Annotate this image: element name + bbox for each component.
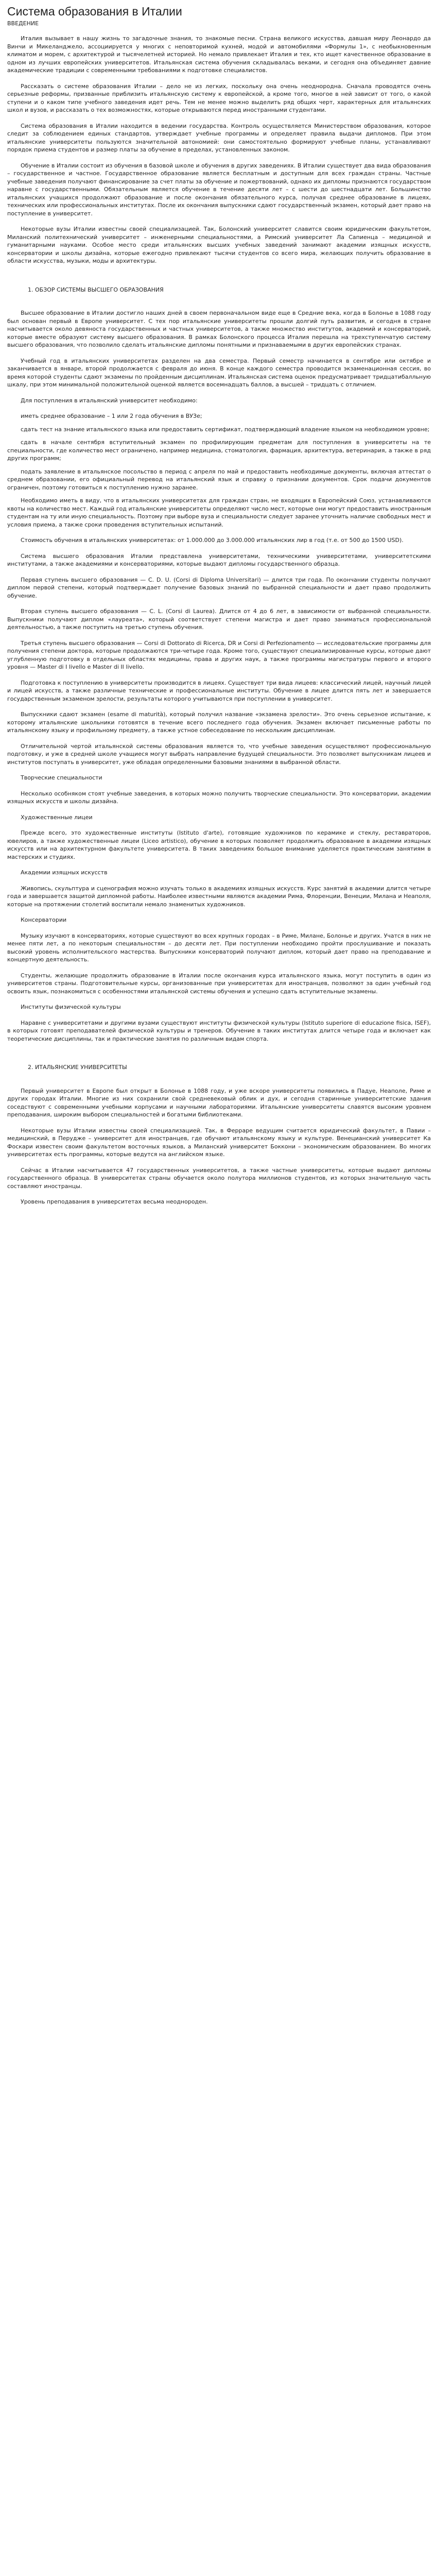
paragraph: Уровень преподавания в университетах весьма неоднороден.: [21, 1198, 208, 1205]
paragraph: Студенты, желающие продолжить образование в Италии после окончания курса итальянского языка, могут поступить в один из университетов страны. Подготовительные курсы, организованные при университетах для иностранцев, позволяют за один учебный год освоить язык, познакомиться с особенностями итальянской системы обучения и успешно сдать вступительные экзамены.: [7, 972, 431, 995]
paragraph: Система образования в Италии находится в ведении государства. Контроль осуществляется Министерством образования, которое следит за соблюдением единых стандартов, утверждает учебные программы и определяет правила выдачи дипломов. При этом итальянские университеты пользуются значительной автономией: они самостоятельно формируют учебные планы, устанавливают порядок приема студентов и размер платы за обучение в пределах, установленных законом.: [7, 122, 431, 153]
paragraph: Наравне с университетами и другими вузами существуют институты физической культуры (Istituto superiore di educazione fisica, ISEF), в которых готовят преподавателей физической культуры и тренеров. Обучение в таких институтах длится четыре года и включает как теоретические дисциплины, так и практические занятия по различным видам спорта.: [7, 1019, 431, 1042]
paragraph: Некоторые вузы Италии известны своей специализацией. Так, в Ферраре ведущим считается юридический факультет, в Павии – медицинский, в Перудже – университет для иностранцев, где обучают итальянскому языку и культуре. Венецианский университет Ка Фоскари известен своим факультетом восточных языков, а Миланский университет Боккони – экономическим образованием. Во многих университетах есть программы, которые ведутся на английском языке.: [7, 1127, 431, 1158]
document-body: [7, 35, 431, 1206]
paragraph: Необходимо иметь в виду, что в итальянских университетах для граждан стран, не входящих в Европейский Союз, устанавливаются квоты на количество мест. Каждый год итальянские университеты определяют число мест, которые они могут предоставить иностранным студентам на ту или иную специальность. Поэтому при выборе вуза и специальности следует заранее уточнить наличие свободных мест и условия приема, а также сроки проведения вступительных испытаний.: [7, 497, 431, 528]
subsection-heading: Институты физической культуры: [21, 1004, 121, 1010]
paragraph: Отличительной чертой итальянской системы образования является то, что учебные заведения осуществляют профессиональную подготовку, и уже в средней школе учащиеся могут выбрать направление будущей специальности. Это позволяет выпускникам лицеев и институтов поступать в университет, уже обладая определенными базовыми знаниями в выбранной области.: [7, 742, 431, 766]
paragraph: Третья ступень высшего образования — Corsi di Dottorato di Ricerca, DR и Corsi di Perfezionamento — исследовательские программы для получения степени доктора, которые продолжаются три-четыре года. Кроме того, существуют специализированные курсы, которые дают углубленную подготовку в отдельных областях медицины, права и других наук, а также программы магистратуры первого и второго уровня — Master di I livello e Master di II livello.: [7, 639, 431, 670]
subsection-heading: Художественные лицеи: [21, 814, 93, 821]
paragraph: сдать тест на знание итальянского языка или предоставить сертификат, подтверждающий владение языком на необходимом уровне;: [21, 426, 430, 433]
paragraph: Рассказать о системе образования Италии – дело не из легких, поскольку она очень неоднородна. Сначала проводятся очень серьезные реформы, призванные приблизить итальянскую систему к европейской, а кроме того, многое в ней зависит от того, о какой ступени и о каком типе учебного заведения идет речь. Тем не менее можно выделить ряд общих черт, характерных для итальянских школ и вузов, и рассказать о тех возможностях, которые открываются перед иностранными студентами.: [7, 82, 431, 113]
paragraph: Некоторые вузы Италии известны своей специализацией. Так, Болонский университет славится своим юридическим факультетом, Миланский политехнический университет – инженерными специальностями, а Римский университет Ла Сапиенца – медициной и гуманитарными науками. Особое место среди итальянских высших учебных заведений занимают академии изящных искусств, консерватории и школы дизайна, которые ежегодно привлекают тысячи студентов со всего мира, желающих получить образование в области искусства, музыки, моды и архитектуры.: [7, 226, 431, 264]
subsection-heading: Творческие специальности: [21, 774, 102, 781]
section-heading: 1. ОБЗОР СИСТЕМЫ ВЫСШЕГО ОБРАЗОВАНИЯ: [28, 286, 164, 293]
paragraph: Сейчас в Италии насчитывается 47 государственных университетов, а также частные университеты, которые выдают дипломы государственного образца. В университетах страны обучается около полутора миллионов студентов, из которых значительную часть составляют иностранцы.: [7, 1166, 431, 1190]
paragraph: Первая ступень высшего образования — C. D. U. (Corsi di Diploma Universitari) — длится три года. По окончании студенты получают диплом первой степени, который подтверждает получение базовых знаний по выбранной специальности и дает право продолжить обучение.: [7, 576, 431, 599]
intro-label: ВВЕДЕНИЕ: [7, 20, 39, 27]
paragraph: Италия вызывает в нашу жизнь то загадочные знания, то знакомые песни. Страна великого искусства, давшая миру Леонардо да Винчи и Микеланджело, ассоциируется у многих с неповторимой кухней, модой и автомобилями «Формулы 1», с необыкновенным климатом и морем, с архитектурой и тысячелетней историей. Но немало привлекает Италия и тех, кто ищет качественное образование в одном из лучших европейских университетов. Итальянская система обучения складывалась веками, и сегодня она объединяет давние академические традиции с современными требованиями к подготовке специалистов.: [7, 35, 431, 74]
paragraph: Учебный год в итальянских университетах разделен на два семестра. Первый семестр начинается в сентябре или октябре и заканчивается в январе, второй продолжается с февраля до июня. В конце каждого семестра проводится экзаменационная сессия, во время которой студенты сдают экзамены по пройденным дисциплинам. Итальянская система оценок предусматривает тридцатибалльную шкалу, при этом минимальной положительной оценкой является восемнадцать баллов, а высшей – тридцать с отличием.: [7, 357, 431, 388]
paragraph: Прежде всего, это художественные институты (Istituto d'arte), готовящие художников по керамике и стеклу, реставраторов, ювелиров, а также художественные лицеи (Liceo artistico), обучение в которых позволяет продолжить образование в академии изящных искусств или на архитектурном факультете университета. В таких заведениях большое внимание уделяется практическим занятиям в мастерских и студиях.: [7, 829, 431, 860]
paragraph: Вторая ступень высшего образования — C. L. (Corsi di Laurea). Длится от 4 до 6 лет, в зависимости от выбранной специальности. Выпускники получают диплом «лауреата», который соответствует степени магистра и дает право заниматься профессиональной деятельностью, а также поступить на третью ступень обучения.: [7, 608, 431, 631]
paragraph: Обучение в Италии состоит из обучения в базовой школе и обучения в других заведениях. В Италии существует два вида образования – государственное и частное. Государственное образование является бесплатным и доступным для всех граждан страны. Частные учебные заведения получают финансирование за счет платы за обучение и пожертвований, однако их дипломы признаются государством наравне с государственными. Обязательным является обучение в течение десяти лет – с шести до шестнадцати лет. Большинство итальянских учащихся продолжают образование и после окончания обязательного курса, получая среднее образование в лицеях, технических или профессиональных институтах. После их окончания выпускники сдают государственный экзамен, который дает право на поступление в университет.: [7, 162, 431, 217]
paragraph: Живопись, скульптура и сценография можно изучать только в академиях изящных искусств. Курс занятий в академии длится четыре года и завершается защитой дипломной работы. Наиболее известными являются академии Рима, Флоренции, Венеции, Милана и Неаполя, которые на протяжении столетий воспитали немало знаменитых художников.: [7, 885, 431, 908]
paragraph: Несколько особняком стоят учебные заведения, в которых можно получить творческие специальности. Это консерватории, академии изящных искусств и школы дизайна.: [7, 790, 431, 805]
paragraph: Подготовка к поступлению в университеты производится в лицеях. Существует три вида лицеев: классический лицей, научный лицей и лицей искусств, а также различные технические и профессиональные институты. Обучение в лицее длится пять лет и завершается государственным экзаменом зрелости, результаты которого учитываются при поступлении в университет.: [7, 679, 431, 702]
subsection-heading: Академии изящных искусств: [21, 869, 108, 876]
paragraph: иметь среднее образование – 1 или 2 года обучения в ВУЗе;: [21, 413, 202, 419]
paragraph: сдать в начале сентября вступительный экзамен по профилирующим предметам для поступления в университеты на те специальности, где количество мест ограничено, например медицина, стоматология, фармация, архитектура, ветеринария, а также в ряд других программ;: [7, 439, 431, 462]
paragraph: подать заявление в итальянское посольство в период с апреля по май и предоставить необходимые документы, включая аттестат о среднем образовании, его официальный перевод на итальянский язык и справку о признании документов. Срок подачи документов ограничен, поэтому готовиться к поступлению нужно заранее.: [7, 468, 431, 491]
section-heading: 2. ИТАЛЬЯНСКИЕ УНИВЕРСИТЕТЫ: [28, 1064, 127, 1071]
paragraph: Первый университет в Европе был открыт в Болонье в 1088 году, и уже вскоре университеты появились в Падуе, Неаполе, Риме и других городах Италии. Многие из них сохранили свой средневековый облик и дух, и сегодня старинные университетские здания соседствуют с современными учебными корпусами и научными лабораториями. Итальянские университеты славятся высоким уровнем преподавания, широким выбором специальностей и богатыми библиотеками.: [7, 1087, 431, 1118]
page-title: Система образования в Италии: [7, 5, 182, 18]
subsection-heading: Для поступления в итальянский университет необходимо:: [21, 397, 198, 404]
paragraph: Стоимость обучения в итальянских университетах: от 1.000.000 до 3.000.000 итальянских лир в год (т.е. от 500 до 1500 USD).: [21, 537, 404, 544]
paragraph: Система высшего образования Италии представлена университетами, техническими университетами, университетскими институтами, а также академиями и консерваториями, которые выдают дипломы государственного образца.: [7, 552, 431, 567]
paragraph: Высшее образование в Италии достигло наших дней в своем первоначальном виде еще в Средние века, когда в Болонье в 1088 году был основан первый в Европе университет. С тех пор итальянские университеты прошли долгий путь развития, и сегодня в стране насчитывается около девяноста государственных и частных университетов, а также множество институтов, академий и консерваторий, которые вместе образуют систему высшего образования. В рамках Болонского процесса Италия перешла на трехступенчатую систему высшего образования, что позволило сделать итальянские дипломы понятными и признаваемыми в других европейских странах.: [7, 310, 431, 348]
subsection-heading: Консерватории: [21, 917, 67, 923]
paragraph: Выпускники сдают экзамен (esame di maturità), который получил название «экзамена зрелости». Это очень серьезное испытание, к которому итальянские школьники готовятся в течение всего последнего года обучения. Экзамен включает письменные работы по итальянскому языку и профильному предмету, а также устное собеседование по нескольким дисциплинам.: [7, 711, 431, 734]
paragraph: Музыку изучают в консерваториях, которые существуют во всех крупных городах – в Риме, Милане, Болонье и других. Учатся в них не менее пяти лет, а по некоторым специальностям – до десяти лет. При поступлении необходимо пройти прослушивание и показать высокий уровень исполнительского мастерства. Выпускники консерваторий получают диплом, который дает право на преподавание и концертную деятельность.: [7, 932, 431, 963]
